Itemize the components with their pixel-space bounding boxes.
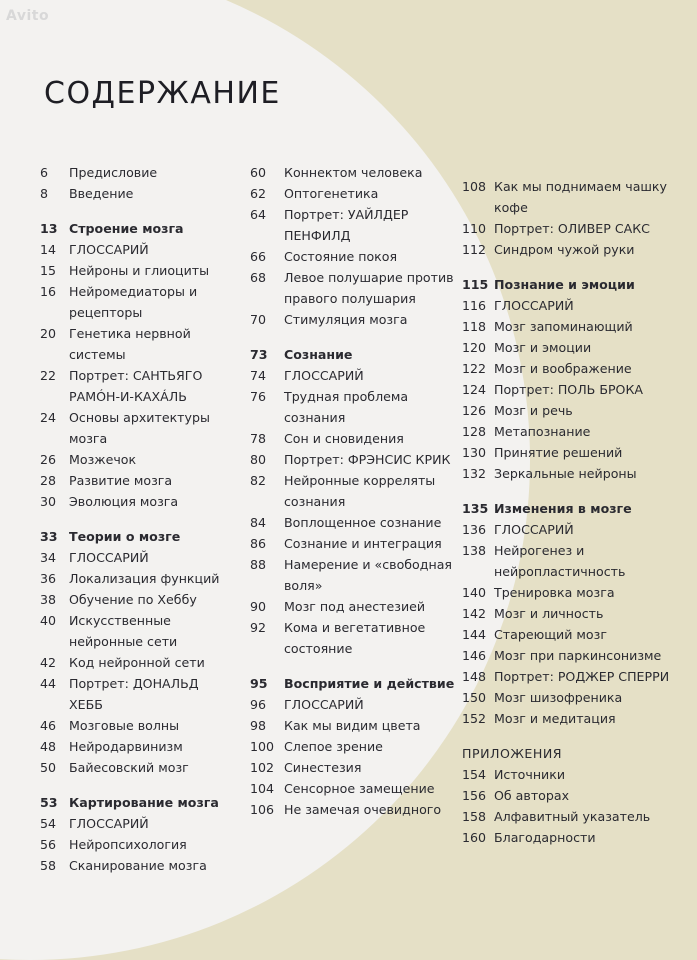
- toc-entry: [462, 624, 692, 645]
- toc-entry: [462, 582, 692, 603]
- toc-entry: [250, 449, 460, 470]
- toc-page-number: 112: [462, 242, 487, 257]
- toc-page-number: 66: [250, 249, 267, 264]
- toc-entry: [40, 757, 230, 778]
- toc-page-number: 30: [40, 494, 57, 509]
- toc-entry-title: ГЛОССАРИЙ: [69, 550, 149, 565]
- toc-entry-title: Мозг под анестезией: [284, 599, 426, 614]
- toc-page-number: 20: [40, 326, 57, 341]
- toc-page-number: 84: [250, 515, 267, 530]
- toc-entry: [462, 379, 692, 400]
- toc-page-number: 62: [250, 186, 267, 201]
- toc-entry: [462, 645, 692, 666]
- toc-entry: [250, 246, 460, 267]
- toc-entry-title: Синестезия: [284, 760, 362, 775]
- toc-page-number: 44: [40, 676, 57, 691]
- toc-entry-title: Сенсорное замещение: [284, 781, 435, 796]
- toc-entry-title: Код нейронной сети: [69, 655, 205, 670]
- toc-page-number: 24: [40, 410, 57, 425]
- toc-entry-title: Введение: [69, 186, 134, 201]
- toc-entry-title: Искусственные нейронные сети: [69, 613, 178, 649]
- toc-page-number: 132: [462, 466, 487, 481]
- toc-entry: [40, 673, 230, 715]
- toc-entry-title: Мозжечок: [69, 452, 137, 467]
- toc-entry: [462, 603, 692, 624]
- toc-entry: [40, 547, 230, 568]
- toc-page-number: 95: [250, 676, 268, 691]
- toc-entry: [250, 183, 460, 204]
- toc-entry-title: Сканирование мозга: [69, 858, 207, 873]
- toc-page-number: 64: [250, 207, 267, 222]
- toc-entry-title: Мозг и воображение: [494, 361, 632, 376]
- toc-entry-title: Портрет: САНТЬЯГО РАМÓН-И-КАХÁЛЬ: [69, 368, 203, 404]
- toc-entry: [250, 267, 460, 309]
- toc-entry-title: Основы архитектуры мозга: [69, 410, 210, 446]
- toc-page-number: 42: [40, 655, 57, 670]
- toc-entry: [250, 596, 460, 617]
- toc-page-number: 40: [40, 613, 57, 628]
- toc-page-number: 80: [250, 452, 267, 467]
- toc-entry: [462, 295, 692, 316]
- toc-entry: [250, 736, 460, 757]
- toc-page-number: 50: [40, 760, 57, 775]
- toc-entry: [250, 715, 460, 736]
- toc-page-number: 90: [250, 599, 267, 614]
- toc-entry: [250, 799, 460, 820]
- toc-entry-title: Портрет: ДОНАЛЬД ХЕББ: [69, 676, 199, 712]
- toc-entry: [40, 162, 230, 183]
- toc-entry-title: Нейродарвинизм: [69, 739, 183, 754]
- toc-page-number: 152: [462, 711, 487, 726]
- toc-page-number: 38: [40, 592, 57, 607]
- toc-entry: [40, 568, 230, 589]
- toc-entry-title: Картирование мозга: [69, 795, 219, 810]
- toc-section-heading: [250, 673, 460, 694]
- toc-entry-title: Не замечая очевидного: [284, 802, 442, 817]
- toc-entry: [40, 407, 230, 449]
- toc-entry-title: Мозг и медитация: [494, 711, 616, 726]
- toc-entry-title: ГЛОССАРИЙ: [69, 816, 149, 831]
- toc-entry: [250, 386, 460, 428]
- toc-section-heading: [250, 344, 460, 365]
- page-title: СОДЕРЖАНИЕ: [44, 76, 281, 111]
- toc-entry-title: Нейроны и глиоциты: [69, 263, 210, 278]
- toc-entry-title: Нейронные корреляты сознания: [284, 473, 436, 509]
- toc-entry-title: Эволюция мозга: [69, 494, 179, 509]
- toc-page-number: 16: [40, 284, 57, 299]
- toc-entry-title: Мозг и личность: [494, 606, 604, 621]
- toc-entry: [462, 463, 692, 484]
- toc-entry: [40, 365, 230, 407]
- toc-entry: [40, 813, 230, 834]
- toc-entry-title: Левое полушарие против правого полушария: [284, 270, 454, 306]
- toc-section-heading: [462, 274, 692, 295]
- toc-entry: [462, 785, 692, 806]
- toc-entry-title: Мозг и речь: [494, 403, 573, 418]
- toc-page-number: 100: [250, 739, 275, 754]
- toc-page-number: 82: [250, 473, 267, 488]
- toc-page-number: 48: [40, 739, 57, 754]
- toc-entry: [40, 239, 230, 260]
- toc-entry: [250, 694, 460, 715]
- toc-entry: [250, 554, 460, 596]
- toc-entry: [40, 610, 230, 652]
- toc-page-number: 74: [250, 368, 267, 383]
- toc-page-number: 13: [40, 221, 58, 236]
- toc-page-number: 14: [40, 242, 57, 257]
- toc-section-heading: [40, 218, 230, 239]
- toc-page-number: 33: [40, 529, 58, 544]
- toc-entry: [462, 358, 692, 379]
- toc-entry: [462, 176, 692, 218]
- toc-page-number: 150: [462, 690, 487, 705]
- toc-entry: [40, 260, 230, 281]
- toc-entry-title: Познание и эмоции: [494, 277, 635, 292]
- toc-entry-title: Зеркальные нейроны: [494, 466, 637, 481]
- toc-entry: [40, 323, 230, 365]
- toc-entry-title: Стареющий мозг: [494, 627, 607, 642]
- toc-entry: [462, 708, 692, 729]
- toc-entry: [40, 470, 230, 491]
- toc-entry: [40, 281, 230, 323]
- toc-entry-title: Как мы видим цвета: [284, 718, 421, 733]
- toc-entry-title: Локализация функций: [69, 571, 220, 586]
- toc-page-number: 92: [250, 620, 267, 635]
- toc-page-number: 28: [40, 473, 57, 488]
- toc-entry-title: Синдром чужой руки: [494, 242, 635, 257]
- toc-entry: [250, 428, 460, 449]
- toc-entry-title: Как мы поднимаем чашку кофе: [494, 179, 667, 215]
- toc-page-number: 76: [250, 389, 267, 404]
- toc-page-number: 108: [462, 179, 487, 194]
- toc-entry: [250, 204, 460, 246]
- toc-entry-title: Изменения в мозге: [494, 501, 632, 516]
- toc-page-number: 146: [462, 648, 487, 663]
- toc-entry-title: ГЛОССАРИЙ: [494, 298, 574, 313]
- toc-entry-title: Обучение по Хеббу: [69, 592, 197, 607]
- toc-page-number: 124: [462, 382, 487, 397]
- toc-entry: [462, 239, 692, 260]
- toc-entry: [250, 512, 460, 533]
- toc-entry-title: Мозг при паркинсонизме: [494, 648, 662, 663]
- toc-entry: [462, 442, 692, 463]
- toc-entry-title: Портрет: УАЙЛДЕР ПЕНФИЛД: [284, 207, 409, 243]
- toc-column-3-entries: [462, 176, 692, 729]
- toc-page-number: 86: [250, 536, 267, 551]
- toc-page-number: 138: [462, 543, 487, 558]
- toc-entry-title: Сознание: [284, 347, 353, 362]
- toc-page-number: 144: [462, 627, 487, 642]
- toc-page-number: 102: [250, 760, 275, 775]
- toc-page-number: 120: [462, 340, 487, 355]
- toc-entry-title: ГЛОССАРИЙ: [284, 697, 364, 712]
- toc-entry-title: Об авторах: [494, 788, 570, 803]
- toc-entry-title: ГЛОССАРИЙ: [284, 368, 364, 383]
- toc-entry-title: Сон и сновидения: [284, 431, 404, 446]
- toc-page-number: 54: [40, 816, 57, 831]
- toc-page-number: 70: [250, 312, 267, 327]
- toc-page-number: 154: [462, 767, 487, 782]
- toc-entry-title: Алфавитный указатель: [494, 809, 651, 824]
- toc-page-number: 8: [40, 186, 49, 201]
- toc-page-number: 110: [462, 221, 487, 236]
- toc-entry: [250, 470, 460, 512]
- toc-entry-title: Нейропсихология: [69, 837, 187, 852]
- toc-page-number: 73: [250, 347, 268, 362]
- toc-page-number: 68: [250, 270, 267, 285]
- toc-entry: [250, 617, 460, 659]
- toc-page-number: 148: [462, 669, 487, 684]
- avito-watermark: Avito: [6, 8, 50, 24]
- toc-entry: [462, 806, 692, 827]
- toc-entry-title: Слепое зрение: [284, 739, 383, 754]
- toc-entry-title: Портрет: ФРЭНСИС КРИК: [284, 452, 451, 467]
- toc-page-number: 160: [462, 830, 487, 845]
- toc-section-heading: [40, 792, 230, 813]
- toc-column-2: [250, 162, 460, 820]
- toc-entry: [462, 519, 692, 540]
- toc-entry-title: Восприятие и действие: [284, 676, 455, 691]
- toc-page-number: 15: [40, 263, 57, 278]
- toc-entry: [462, 540, 692, 582]
- toc-entry: [40, 736, 230, 757]
- toc-entry: [250, 162, 460, 183]
- toc-entry-title: Стимуляция мозга: [284, 312, 408, 327]
- toc-entry-title: Оптогенетика: [284, 186, 379, 201]
- toc-entry-title: Принятие решений: [494, 445, 623, 460]
- toc-entry: [462, 337, 692, 358]
- toc-entry: [40, 449, 230, 470]
- toc-page-number: 22: [40, 368, 57, 383]
- toc-entry-title: ГЛОССАРИЙ: [69, 242, 149, 257]
- toc-page-number: 53: [40, 795, 58, 810]
- toc-page-number: 58: [40, 858, 57, 873]
- toc-page-number: 46: [40, 718, 57, 733]
- toc-entry: [40, 715, 230, 736]
- toc-entry-title: Намерение и «свободная воля»: [284, 557, 452, 593]
- toc-entry-title: ГЛОССАРИЙ: [494, 522, 574, 537]
- toc-page-number: 156: [462, 788, 487, 803]
- toc-page-number: 135: [462, 501, 489, 516]
- toc-entry: [462, 316, 692, 337]
- toc-page-number: 136: [462, 522, 487, 537]
- toc-page-number: 142: [462, 606, 487, 621]
- toc-entry: [462, 400, 692, 421]
- toc-page-number: 116: [462, 298, 487, 313]
- toc-entry: [40, 855, 230, 876]
- toc-page-number: 140: [462, 585, 487, 600]
- toc-entry: [462, 666, 692, 687]
- toc-entry-title: Байесовский мозг: [69, 760, 189, 775]
- toc-entry-title: Портрет: ПОЛЬ БРОКА: [494, 382, 644, 397]
- toc-entry-title: Мозг запоминающий: [494, 319, 633, 334]
- toc-entry: [250, 533, 460, 554]
- toc-entry-title: Источники: [494, 767, 566, 782]
- toc-entry: [250, 757, 460, 778]
- toc-entry-title: Нейрогенез и нейропластичность: [494, 543, 626, 579]
- toc-page-number: 78: [250, 431, 267, 446]
- toc-page-number: 128: [462, 424, 487, 439]
- toc-entry-title: Метапознание: [494, 424, 591, 439]
- toc-entry-title: Теории о мозге: [69, 529, 181, 544]
- toc-entry-title: Предисловие: [69, 165, 158, 180]
- toc-entry: [462, 764, 692, 785]
- toc-entry: [250, 309, 460, 330]
- appendix-entries: [462, 764, 692, 848]
- toc-entry: [462, 421, 692, 442]
- toc-entry: [40, 183, 230, 204]
- toc-page-number: 158: [462, 809, 487, 824]
- toc-entry-title: Портрет: ОЛИВЕР САКС: [494, 221, 650, 236]
- toc-entry-title: Развитие мозга: [69, 473, 173, 488]
- toc-page-number: 98: [250, 718, 267, 733]
- toc-entry-title: Кома и вегетативное состояние: [284, 620, 426, 656]
- toc-entry-title: Сознание и интеграция: [284, 536, 442, 551]
- toc-entry: [462, 827, 692, 848]
- toc-page-number: 118: [462, 319, 487, 334]
- toc-page-number: 26: [40, 452, 57, 467]
- toc-entry-title: Мозговые волны: [69, 718, 180, 733]
- toc-entry-title: Строение мозга: [69, 221, 184, 236]
- toc-entry: [462, 218, 692, 239]
- toc-entry: [40, 589, 230, 610]
- toc-entry-title: Генетика нервной системы: [69, 326, 191, 362]
- toc-entry-title: Мозг шизофреника: [494, 690, 623, 705]
- toc-page-number: 60: [250, 165, 267, 180]
- toc-section-heading: [40, 526, 230, 547]
- toc-entry: [462, 687, 692, 708]
- toc-entry-title: Благодарности: [494, 830, 596, 845]
- toc-entry: [250, 778, 460, 799]
- toc-page-number: 36: [40, 571, 57, 586]
- toc-column-1: [40, 162, 230, 876]
- toc-entry: [40, 834, 230, 855]
- toc-page-number: 88: [250, 557, 267, 572]
- toc-column-3: [462, 176, 692, 848]
- toc-entry-title: Коннектом человека: [284, 165, 423, 180]
- toc-page-number: 130: [462, 445, 487, 460]
- toc-entry-title: Тренировка мозга: [494, 585, 615, 600]
- appendix-heading: ПРИЛОЖЕНИЯ: [462, 746, 563, 761]
- toc-page-number: 115: [462, 277, 489, 292]
- toc-entry-title: Мозг и эмоции: [494, 340, 592, 355]
- toc-entry: [250, 365, 460, 386]
- toc-page-number: 96: [250, 697, 267, 712]
- toc-page-number: 34: [40, 550, 57, 565]
- toc-page-number: 56: [40, 837, 57, 852]
- toc-entry-title: Воплощенное сознание: [284, 515, 442, 530]
- toc-page-number: 6: [40, 165, 49, 180]
- toc-entry-title: Портрет: РОДЖЕР СПЕРРИ: [494, 669, 670, 684]
- toc-entry-title: Состояние покоя: [284, 249, 398, 264]
- toc-section-heading: [462, 498, 692, 519]
- toc-page-number: 104: [250, 781, 275, 796]
- toc-entry-title: Нейромедиаторы и рецепторы: [69, 284, 198, 320]
- toc-entry-title: Трудная проблема сознания: [284, 389, 409, 425]
- toc-page-number: 126: [462, 403, 487, 418]
- toc-entry: [40, 491, 230, 512]
- toc-page-number: 106: [250, 802, 275, 817]
- toc-page-number: 122: [462, 361, 487, 376]
- toc-entry: [40, 652, 230, 673]
